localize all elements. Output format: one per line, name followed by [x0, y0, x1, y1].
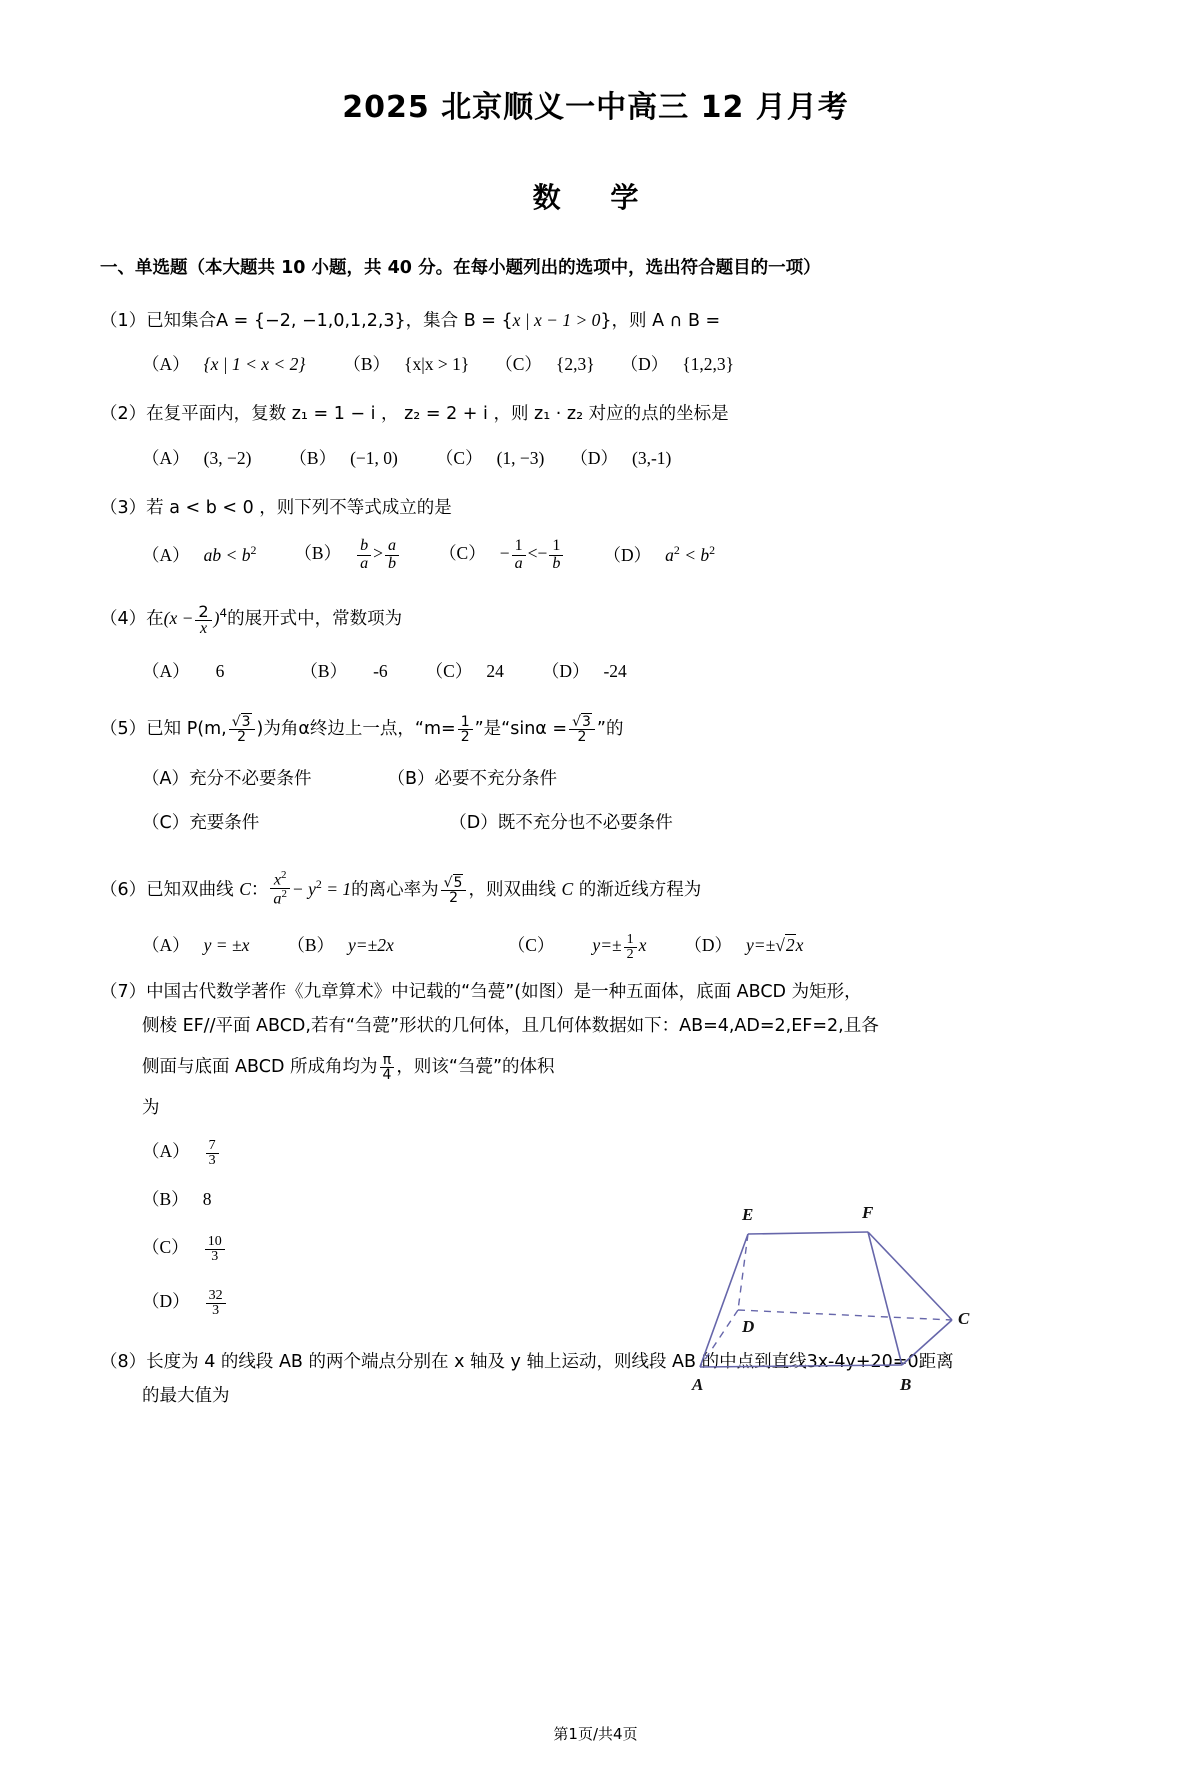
question-5: [100, 701, 1091, 845]
option-b-frac-left: $\frac{b}{a}$: [357, 538, 371, 572]
q7-pi-over-4: $\frac{\pi}{4}$: [380, 1053, 395, 1083]
vertex-label-A: A: [692, 1375, 704, 1394]
question-7-number: （7）: [100, 981, 147, 1002]
question-7-option-d[interactable]: （D） $\frac{32}{3}$: [100, 1273, 1091, 1329]
chumeng-solid-icon: [690, 1202, 990, 1402]
question-7-option-c[interactable]: （C） $\frac{10}{3}$: [100, 1221, 1091, 1273]
option-d[interactable]: （D） $a^2 < b^2$: [603, 543, 716, 566]
question-1-stem-suffix: }，则 A ∩ B =: [600, 310, 721, 331]
question-1-number: （1）: [100, 310, 147, 331]
q6-sqrt5-over-2: $\frac{√5}{2}$: [441, 876, 467, 906]
question-6-number: （6）: [100, 879, 147, 900]
option-b[interactable]: （B） {x|x > 1}: [343, 354, 470, 375]
option-b[interactable]: （B） (−1, 0): [289, 448, 398, 469]
question-5-number: （5）: [100, 719, 147, 740]
question-8-number: （8）: [100, 1351, 147, 1372]
question-7-line-2: 侧棱 EF//平面 ABCD,若有“刍甍”形状的几何体，且几何体数据如下：AB=4,AD=2,EF=2,且各: [142, 1015, 879, 1036]
question-3-number: （3）: [100, 498, 147, 519]
vertex-label-B: B: [900, 1375, 912, 1394]
vertex-label-E: E: [742, 1205, 754, 1224]
question-1-options: [100, 341, 1091, 387]
option-b-frac-right: $\frac{a}{b}$: [385, 538, 399, 572]
option-c[interactable]: （C） y=± $\frac{1}{2}$ x: [507, 931, 647, 962]
exam-page: [0, 82, 1191, 1766]
question-1-stem-mid: x | x − 1 > 0: [512, 309, 601, 330]
option-d[interactable]: （D） -24: [541, 661, 627, 682]
q6-x2-over-a2: $\frac{x^2}{a^2}$: [270, 870, 290, 909]
option-c[interactable]: （C） {2,3}: [495, 354, 595, 375]
option-c[interactable]: （C） − $\frac{1}{a}$ <− $\frac{1}{b}$: [439, 531, 565, 575]
question-4-options: [100, 647, 1091, 693]
vertex-label-F: F: [862, 1203, 874, 1222]
question-2-number: （2）: [100, 404, 147, 425]
question-5-stem: （5）已知 P(m, $\frac{√3}{2}$ )为角α终边上一点，“m= $\frac{1}{2}$ ”是“sinα = $\frac{√3}{2}$ ”的: [100, 713, 624, 746]
question-1-stem: [100, 300, 1091, 341]
question-6-stem: （6）已知双曲线 C： $\frac{x^2}{a^2}$ − $y^2 = 1$的离心率为 $\frac{√5}{2}$ ，则双曲线 C 的渐近线方程为: [100, 868, 702, 908]
section-heading: 一、单选题（本大题共 10 小题，共 40 分。在每小题列出的选项中，选出符合题目的一项）: [100, 258, 821, 278]
option-b[interactable]: （B） -6: [300, 661, 388, 682]
question-1-stem-prefix: 已知集合A = {−2, −1,0,1,2,3}，集合 B = {: [146, 310, 513, 331]
question-2-stem: [100, 394, 1091, 434]
q7a-frac: $\frac{7}{3}$: [206, 1139, 219, 1169]
question-4-stem: （4）在(x − $\frac{2}{x}$ )$^4$的展开式中，常数项为: [100, 601, 403, 637]
question-3-stem: [100, 488, 1091, 528]
option-b[interactable]: （B） y=±2x: [287, 934, 394, 955]
option-d[interactable]: （D） y=±√2x: [684, 934, 804, 955]
option-c-frac-left: $\frac{1}{a}$: [512, 538, 526, 572]
option-c[interactable]: （C） (1, −3): [435, 448, 545, 469]
option-c[interactable]: （C） 24: [425, 661, 504, 682]
option-d[interactable]: （D） (3,-1): [570, 448, 672, 469]
option-a[interactable]: （A） 6: [142, 661, 225, 682]
q6-one-half: $\frac{1}{2}$: [624, 933, 637, 963]
question-3: [100, 488, 1091, 577]
question-7-option-a[interactable]: （A） $\frac{7}{3}$: [100, 1125, 1091, 1177]
question-7-option-b[interactable]: （B） 8: [142, 1188, 212, 1209]
option-a[interactable]: （A） ab < $b^2$: [142, 543, 257, 566]
q5-sqrt3-over-2: $\frac{√3}{2}$: [229, 715, 255, 745]
question-7-line-1: （7）中国古代数学著作《九章算术》中记载的“刍甍”(如图）是一种五面体，底面 ABCD 为矩形，: [100, 981, 862, 1002]
option-d[interactable]: （D）既不充分也不必要条件: [449, 813, 673, 834]
q7d-frac: $\frac{32}{3}$: [206, 1289, 226, 1319]
question-4: [100, 585, 1091, 693]
option-a[interactable]: （A） y = ±x: [142, 934, 250, 955]
option-d[interactable]: （D） {1,2,3}: [620, 354, 735, 375]
q4-fraction: $\frac{2}{x}$: [195, 604, 211, 638]
question-3-stem-text: 若 a < b < 0 ，则下列不等式成立的是: [146, 498, 452, 519]
option-a[interactable]: （A）充分不必要条件: [142, 769, 312, 790]
question-7-line-3: 侧面与底面 ABCD 所成角均为 $\frac{\pi}{4}$ ，则该“刍甍”的体积: [142, 1051, 555, 1083]
vertex-label-C: C: [958, 1309, 970, 1328]
question-8-line-1: （8）长度为 4 的线段 AB 的两个端点分别在 x 轴及 y 轴上运动，则线段 AB 的中点到直线3x-4y+20=0距离: [100, 1351, 954, 1372]
question-2-stem-text: 在复平面内，复数 z₁ = 1 − i ， z₂ = 2 + i ，则 z₁ · z₂ 对应的点的坐标是: [146, 404, 729, 425]
question-5-options-row2: [100, 801, 1091, 845]
question-6: [100, 853, 1091, 967]
question-6-options: [100, 921, 1091, 967]
question-7-line-4: 为: [142, 1097, 160, 1118]
page-subtitle: 数 学: [532, 181, 659, 214]
question-2: [100, 394, 1091, 480]
question-7-figure: [690, 1202, 990, 1402]
option-d-expr: $a^2 < b^2$: [665, 543, 716, 566]
q7c-frac: $\frac{10}{3}$: [205, 1235, 225, 1265]
q5-one-half: $\frac{1}{2}$: [458, 715, 473, 745]
q5-sqrt3-over-2b: $\frac{√3}{2}$: [569, 715, 595, 745]
option-a-expr: ab < $b^2$: [203, 543, 257, 566]
page-title: 2025 北京顺义一中高三 12 月月考: [342, 90, 849, 125]
page-footer: 第1页/共4页: [553, 1725, 638, 1743]
vertex-label-D: D: [742, 1317, 755, 1336]
question-2-options: [100, 434, 1091, 480]
question-8-line-2: 的最大值为: [142, 1385, 230, 1406]
question-4-number: （4）: [100, 609, 147, 630]
option-c-frac-right: $\frac{1}{b}$: [549, 538, 563, 572]
option-a[interactable]: （A） (3, −2): [142, 448, 252, 469]
option-b[interactable]: （B） $\frac{b}{a}$ > $\frac{a}{b}$: [294, 531, 401, 575]
option-b[interactable]: （B）必要不充分条件: [387, 769, 557, 790]
question-5-options-row1: [100, 757, 1091, 801]
question-3-options: [100, 528, 1091, 577]
question-1: [100, 300, 1091, 387]
option-c[interactable]: （C）充要条件: [142, 813, 260, 834]
option-a[interactable]: （A） {x | 1 < x < 2}: [142, 354, 306, 375]
